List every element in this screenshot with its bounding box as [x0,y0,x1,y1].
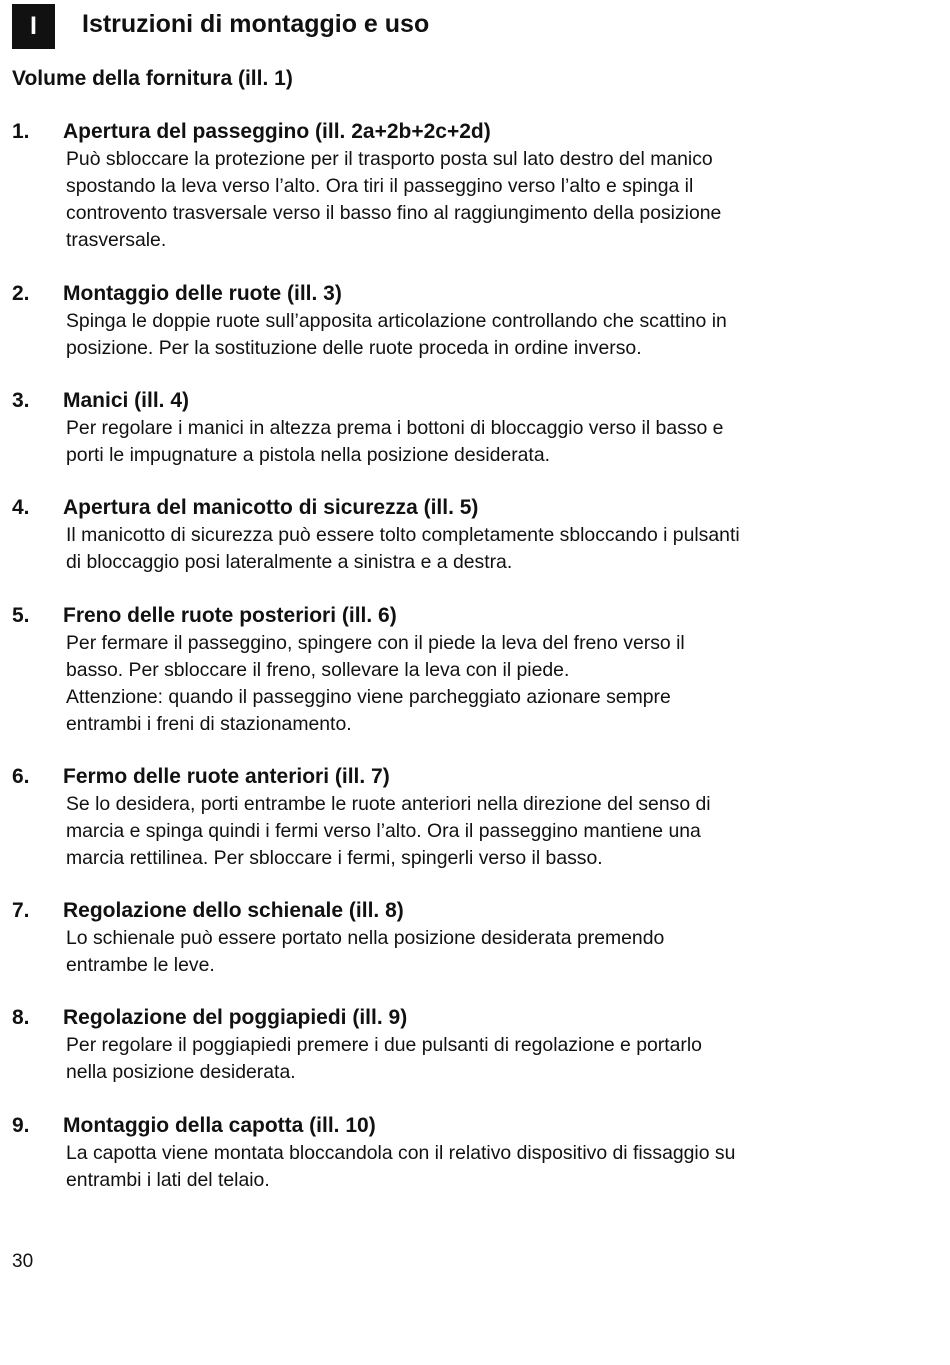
section-number: 3. [12,389,30,412]
section-number: 9. [12,1114,30,1137]
section-number: 5. [12,604,30,627]
section-title: Apertura del passeggino (ill. 2a+2b+2c+2d) [63,120,491,143]
section-body [66,791,836,872]
page-title: Istruzioni di montaggio e uso [82,10,430,38]
section-paragraph: Per regolare il poggiapiedi premere i due pulsanti di regolazione e portarlo nella posizione desiderata. [66,1034,702,1083]
section-number: 6. [12,765,30,788]
section-title: Montaggio della capotta (ill. 10) [63,1114,376,1137]
section-number: 4. [12,496,30,519]
section-paragraph: Per fermare il passeggino, spingere con il piede la leva del freno verso il basso. Per sbloccare il freno, sollevare la leva con il piede. [66,632,685,681]
section-body [66,146,836,254]
section-body [66,1140,836,1194]
supply-scope-heading: Volume della fornitura (ill. 1) [12,67,293,90]
section-number: 2. [12,282,30,305]
section-title: Fermo delle ruote anteriori (ill. 7) [63,765,390,788]
section-body [66,1032,836,1086]
section-body [66,308,836,362]
section-paragraph: Spinga le doppie ruote sull’apposita articolazione controllando che scattino in posizione. Per la sostituzione delle ruote proceda in ordine inverso. [66,310,727,359]
section-number: 7. [12,899,30,922]
section-title: Regolazione dello schienale (ill. 8) [63,899,404,922]
section-title: Manici (ill. 4) [63,389,190,412]
section-body [66,522,836,576]
section-body [66,415,836,469]
section-paragraph: La capotta viene montata bloccandola con il relativo dispositivo di fissaggio su entrambi i lati del telaio. [66,1142,736,1191]
section-title: Regolazione del poggiapiedi (ill. 9) [63,1006,408,1029]
section-paragraph: Il manicotto di sicurezza può essere tolto completamente sbloccando i pulsanti di bloccaggio posi lateralmente a sinistra e a destra. [66,524,740,573]
section-title: Montaggio delle ruote (ill. 3) [63,282,342,305]
section-warning-paragraph: Attenzione: quando il passeggino viene parcheggiato azionare sempre entrambi i freni di stazionamento. [66,685,671,735]
section-paragraph: Lo schienale può essere portato nella posizione desiderata premendo entrambe le leve. [66,927,665,976]
section-paragraph: Può sbloccare la protezione per il trasporto posta sul lato destro del manico spostando la leva verso l’alto. Ora tiri il passeggino verso l’alto e spinga il controvento trasversale verso il basso fino al raggiungimento della posizione trasversale. [66,148,722,251]
section-number: 8. [12,1006,30,1029]
section-paragraph: Per regolare i manici in altezza prema i bottoni di bloccaggio verso il basso e porti le impugnature a pistola nella posizione desiderata. [66,417,724,466]
section-paragraph: Se lo desidera, porti entrambe le ruote anteriori nella direzione del senso di marcia e spinga quindi i fermi verso l’alto. Ora il passeggino mantiene una marcia rettilinea. Per sbloccare i fermi, spingerli verso il basso. [66,793,711,869]
section-title: Apertura del manicotto di sicurezza (ill. 5) [63,496,479,519]
page-number: 30 [12,1251,34,1272]
language-code-badge: I [12,4,55,49]
section-body [66,925,836,979]
section-number: 1. [12,120,30,143]
section-title: Freno delle ruote posteriori (ill. 6) [63,604,397,627]
section-body [66,630,836,738]
